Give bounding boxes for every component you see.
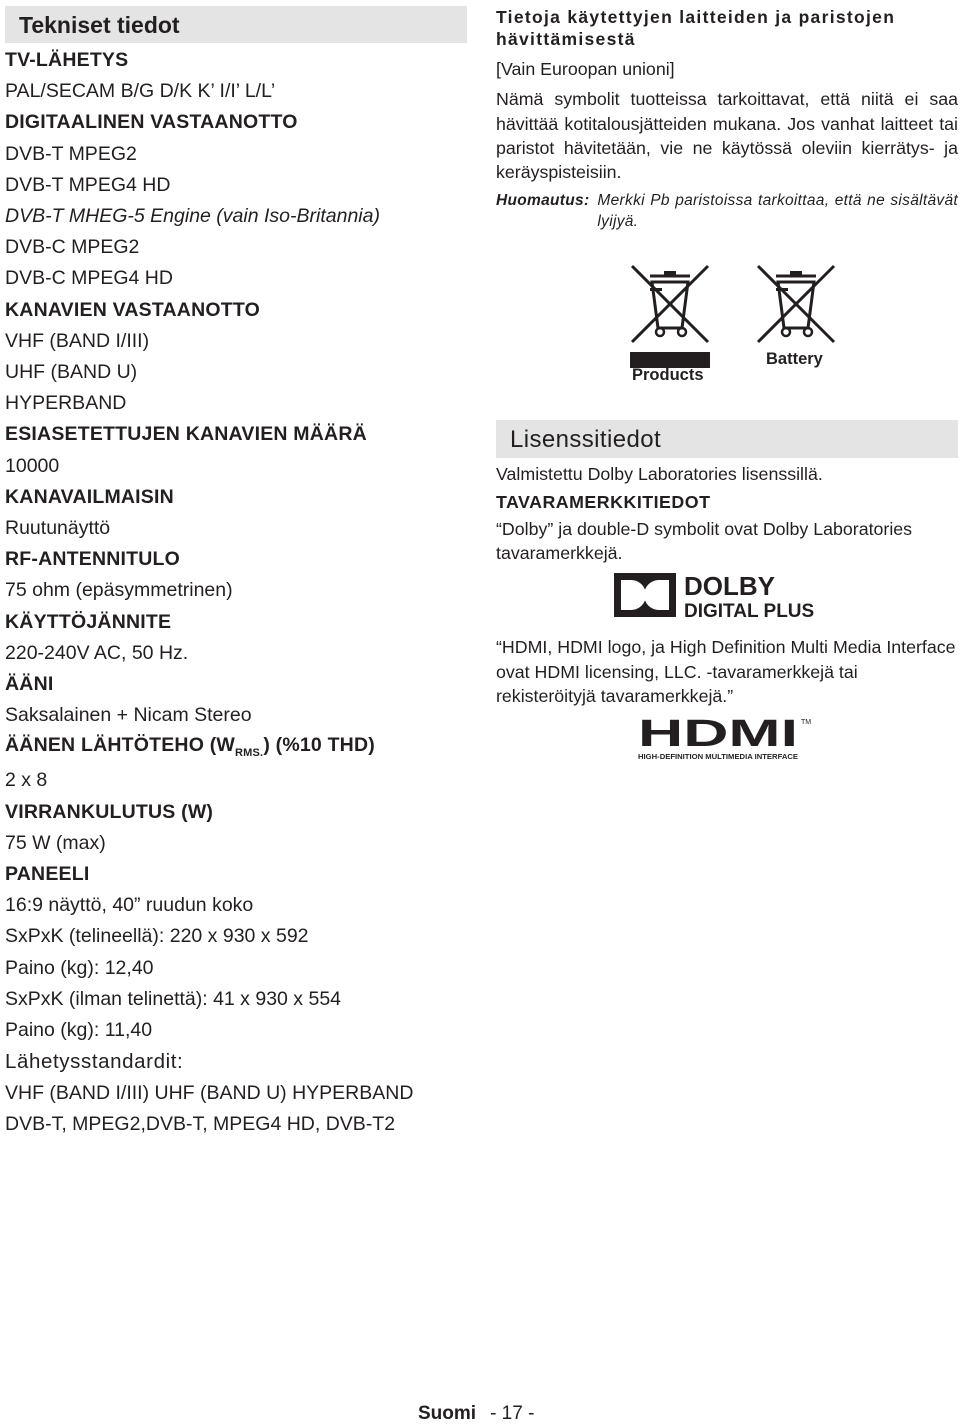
disposal-text: Nämä symbolit tuotteissa tarkoittavat, että niitä ei saa hävittää kotitalousjätteiden mukana. Jos vanhat laitteet tai paristot hävitetään, vie ne käytössä oleviin kierrätys- ja keräyspisteisiin. bbox=[496, 89, 958, 183]
spec-value: DVB-T MPEG4 HD bbox=[5, 173, 171, 196]
spec-value: PAL/SECAM B/G D/K K’ I/I’ L/L’ bbox=[5, 80, 276, 103]
battery-bin-icon bbox=[754, 262, 838, 346]
spec-value: DVB-T MPEG2 bbox=[5, 142, 137, 165]
spec-heading: DIGITAALINEN VASTAANOTTO bbox=[5, 111, 298, 134]
spec-value: 16:9 näyttö, 40” ruudun koko bbox=[5, 894, 254, 917]
spec-value: SxPxK (telineellä): 220 x 930 x 592 bbox=[5, 925, 309, 948]
footer-language: Suomi bbox=[418, 1403, 477, 1424]
spec-heading: KANAVIEN VASTAANOTTO bbox=[5, 298, 260, 321]
spec-value: 75 ohm (epäsymmetrinen) bbox=[5, 579, 233, 602]
audio-power-thd: ) (%10 THD) bbox=[263, 734, 375, 757]
hdmi-tm: TM bbox=[801, 719, 812, 727]
license-header: Lisenssitiedot bbox=[496, 420, 958, 458]
spec-heading: RF-ANTENNITULO bbox=[5, 548, 181, 571]
spec-value: HYPERBAND bbox=[5, 392, 127, 415]
spec-value: 220-240V AC, 50 Hz. bbox=[5, 641, 189, 664]
technical-specs-column bbox=[5, 6, 467, 1140]
specs-header: Tekniset tiedot bbox=[5, 6, 467, 43]
spec-heading: KÄYTTÖJÄNNITE bbox=[5, 610, 172, 633]
spec-value: VHF (BAND I/III) UHF (BAND U) HYPERBAND bbox=[5, 1081, 414, 1104]
audio-power-subscript: RMS. bbox=[235, 747, 264, 760]
eu-only-note: [Vain Euroopan unioni] bbox=[496, 59, 675, 79]
spec-value: DVB-C MPEG4 HD bbox=[5, 267, 173, 290]
dolby-trademark-text: “Dolby” ja double-D symbolit ovat Dolby Laboratories tavaramerkkejä. bbox=[496, 518, 913, 564]
license-text: Valmistettu Dolby Laboratories lisenssillä. bbox=[496, 464, 823, 485]
hdmi-trademark-text: “HDMI, HDMI logo, ja High Definition Multi Media Interface ovat HDMI licensing, LLC. -tavaramerkkejä tai rekisteröityjä tavaramerkkejä.” bbox=[496, 637, 956, 706]
spec-list-continued bbox=[5, 765, 467, 1139]
dolby-double-d-icon bbox=[614, 571, 844, 619]
spec-heading: Lähetysstandardit: bbox=[5, 1050, 184, 1074]
spec-value: 2 x 8 bbox=[5, 769, 48, 792]
trademark-header: TAVARAMERKKITIEDOT bbox=[496, 491, 711, 512]
info-column bbox=[496, 6, 958, 766]
hdmi-logo-text: HDMI bbox=[638, 716, 798, 756]
spec-value: Paino (kg): 12,40 bbox=[5, 956, 154, 979]
disposal-title: Tietoja käytettyjen laitteiden ja paristojen hävittämisestä bbox=[496, 7, 896, 49]
spec-value: Paino (kg): 11,40 bbox=[5, 1019, 153, 1042]
hdmi-logo-subtext: HIGH-DEFINITION MULTIMEDIA INTERFACE bbox=[638, 754, 799, 762]
spec-heading: VIRRANKULUTUS (W) bbox=[5, 800, 214, 823]
spec-heading: PANEELI bbox=[5, 863, 90, 886]
products-label: Products bbox=[632, 366, 704, 385]
dolby-digital-plus-logo bbox=[496, 571, 958, 625]
audio-power-label: ÄÄNEN LÄHTÖTEHO (W bbox=[5, 734, 235, 757]
dolby-logo-subtext: DIGITAL PLUS bbox=[684, 601, 815, 620]
audio-power-heading bbox=[5, 731, 467, 767]
spec-value: VHF (BAND I/III) bbox=[5, 329, 150, 352]
spec-value: SxPxK (ilman telinettä): 41 x 930 x 554 bbox=[5, 987, 342, 1010]
hdmi-logo bbox=[496, 716, 958, 766]
disposal-symbols bbox=[496, 262, 958, 422]
products-bin-icon bbox=[628, 262, 712, 346]
spec-value: DVB-T, MPEG2,DVB-T, MPEG4 HD, DVB-T2 bbox=[5, 1112, 396, 1135]
spec-heading: TV-LÄHETYS bbox=[5, 49, 129, 71]
spec-heading: ESIASETETTUJEN KANAVIEN MÄÄRÄ bbox=[5, 423, 367, 446]
spec-value: DVB-T MHEG-5 Engine (vain Iso-Britannia) bbox=[5, 205, 380, 228]
spec-value: 10000 bbox=[5, 454, 60, 477]
spec-value: 75 W (max) bbox=[5, 831, 106, 854]
page-footer bbox=[418, 1403, 534, 1425]
page-number: - 17 - bbox=[490, 1403, 535, 1424]
spec-heading: KANAVAILMAISIN bbox=[5, 485, 174, 508]
note-label: Huomautus: bbox=[496, 192, 590, 210]
spec-list bbox=[5, 45, 467, 731]
spec-value: Saksalainen + Nicam Stereo bbox=[5, 704, 252, 727]
spec-value: UHF (BAND U) bbox=[5, 361, 138, 384]
pb-note bbox=[496, 190, 958, 232]
spec-value: DVB-C MPEG2 bbox=[5, 236, 140, 259]
spec-heading: ÄÄNI bbox=[5, 673, 54, 696]
battery-label: Battery bbox=[766, 350, 823, 369]
note-text: Merkki Pb paristoissa tarkoittaa, että ne sisältävät lyijyä. bbox=[597, 192, 958, 231]
spec-value: Ruutunäyttö bbox=[5, 517, 111, 540]
dolby-logo-text: DOLBY bbox=[684, 571, 775, 602]
